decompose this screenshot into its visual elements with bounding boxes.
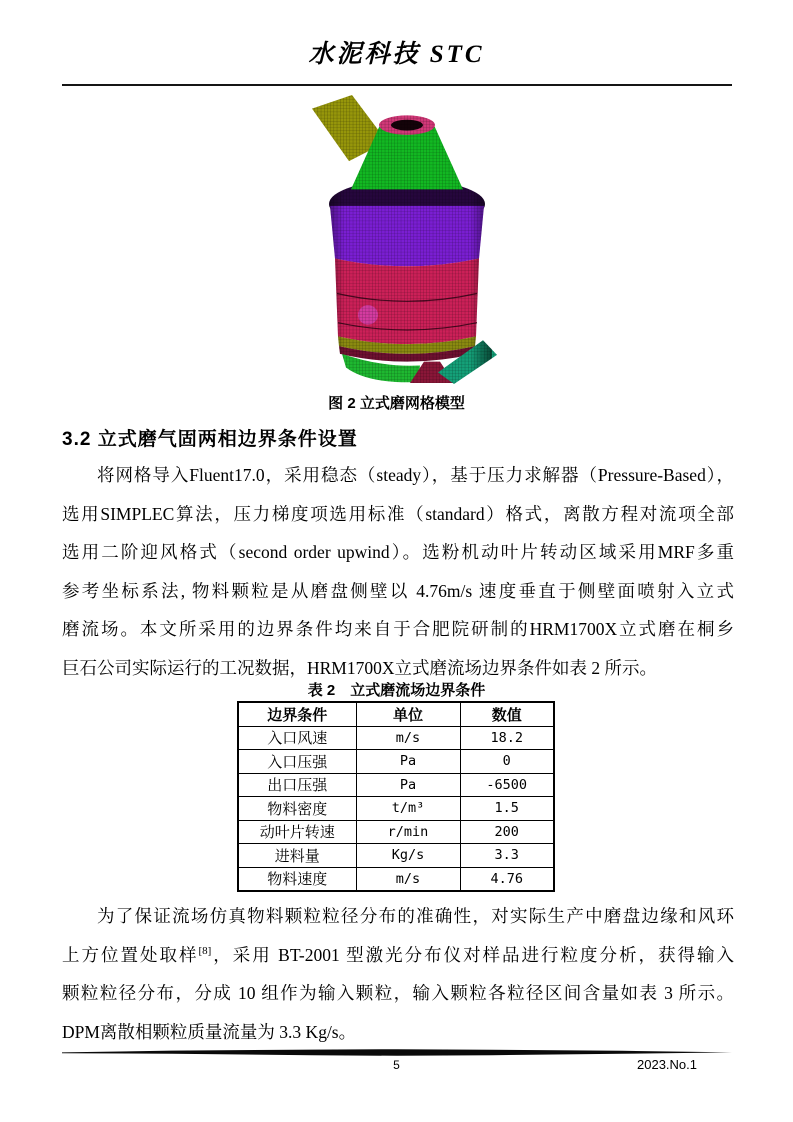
table-cell: 出口压强 <box>238 773 356 797</box>
mesh-model-figure <box>292 93 502 385</box>
text-segment: 上方位置处取样 <box>62 944 199 965</box>
table-row <box>238 797 554 821</box>
text-line: 颗粒粒径分布，分成 10 组作为输入颗粒，输入颗粒各粒径区间含量如表 3 所示。 <box>62 983 734 1003</box>
text-line <box>62 936 734 975</box>
table-cell: 0 <box>460 750 554 774</box>
table-row <box>238 844 554 868</box>
table-cell: Pa <box>356 773 460 797</box>
text-line: 选用二阶迎风格式（second order upwind）。选粉机动叶片转动区域采用MRF多重 <box>62 542 734 562</box>
paragraph-boundary-setup <box>62 456 734 687</box>
table-row <box>238 773 554 797</box>
table-cell: Pa <box>356 750 460 774</box>
text-line: 磨流场。本文所采用的边界条件均来自于合肥院研制的HRM1700X立式磨在桐乡 <box>62 619 734 639</box>
text-line: 巨石公司实际运行的工况数据，HRM1700X立式磨流场边界条件如表 2 所示。 <box>62 657 658 678</box>
text-line: 为了保证流场仿真物料颗粒粒径分布的准确性，对实际生产中磨盘边缘和风环 <box>97 906 734 926</box>
text-line: 将网格导入Fluent17.0，采用稳态（steady），基于压力求解器（Pressure-Based）， <box>97 465 734 485</box>
header-divider <box>62 84 732 86</box>
table-cell: 入口风速 <box>238 726 356 750</box>
journal-title: 水泥科技 STC <box>308 41 485 68</box>
table-cell: 1.5 <box>460 797 554 821</box>
table-cell: 动叶片转速 <box>238 820 356 844</box>
paragraph-particle-sampling <box>62 897 734 1051</box>
text-line: 选用SIMPLEC算法，压力梯度项选用标准（standard）格式，离散方程对流项全部 <box>62 503 734 524</box>
mesh-model-image <box>292 93 502 385</box>
footer-divider <box>62 1049 732 1057</box>
section-heading: 3.2 立式磨气固两相边界条件设置 <box>62 429 358 450</box>
issue-label: 2023.No.1 <box>637 1057 697 1072</box>
table-cell: Kg/s <box>356 844 460 868</box>
table-header-cell: 数值 <box>460 702 554 726</box>
table-row <box>238 750 554 774</box>
table-cell: m/s <box>356 726 460 750</box>
table-cell: 入口压强 <box>238 750 356 774</box>
table-cell: 4.76 <box>460 867 554 891</box>
text-line: DPM离散相颗粒质量流量为 3.3 Kg/s。 <box>62 1021 357 1042</box>
table-cell: 200 <box>460 820 554 844</box>
figure-caption: 图 2 立式磨网格模型 <box>328 395 465 412</box>
superscript-reference: [8] <box>198 944 212 957</box>
mesh-grid-overlay <box>292 93 502 385</box>
table-row <box>238 726 554 750</box>
table-cell: 18.2 <box>460 726 554 750</box>
table-cell: 物料速度 <box>238 867 356 891</box>
table-cell: r/min <box>356 820 460 844</box>
table-cell: t/m³ <box>356 797 460 821</box>
table-cell: m/s <box>356 867 460 891</box>
page-number: 5 <box>393 1058 400 1072</box>
table-title: 表 2 立式磨流场边界条件 <box>307 682 486 699</box>
table-header-cell: 单位 <box>356 702 460 726</box>
table-row <box>238 867 554 891</box>
table-cell: 物料密度 <box>238 797 356 821</box>
table-cell: 3.3 <box>460 844 554 868</box>
table-row <box>238 820 554 844</box>
table-header-cell: 边界条件 <box>238 702 356 726</box>
boundary-conditions-table <box>237 701 555 892</box>
table-header-row <box>238 702 554 726</box>
table-cell: -6500 <box>460 773 554 797</box>
text-segment: ，采用 BT-2001 型激光分布仪对样品进行粒度分析，获得输入 <box>211 944 734 965</box>
text-line: 参考坐标系法, 物料颗粒是从磨盘侧壁以 4.76m/s 速度垂直于侧壁面喷射入立式 <box>62 580 734 601</box>
table-cell: 进料量 <box>238 844 356 868</box>
